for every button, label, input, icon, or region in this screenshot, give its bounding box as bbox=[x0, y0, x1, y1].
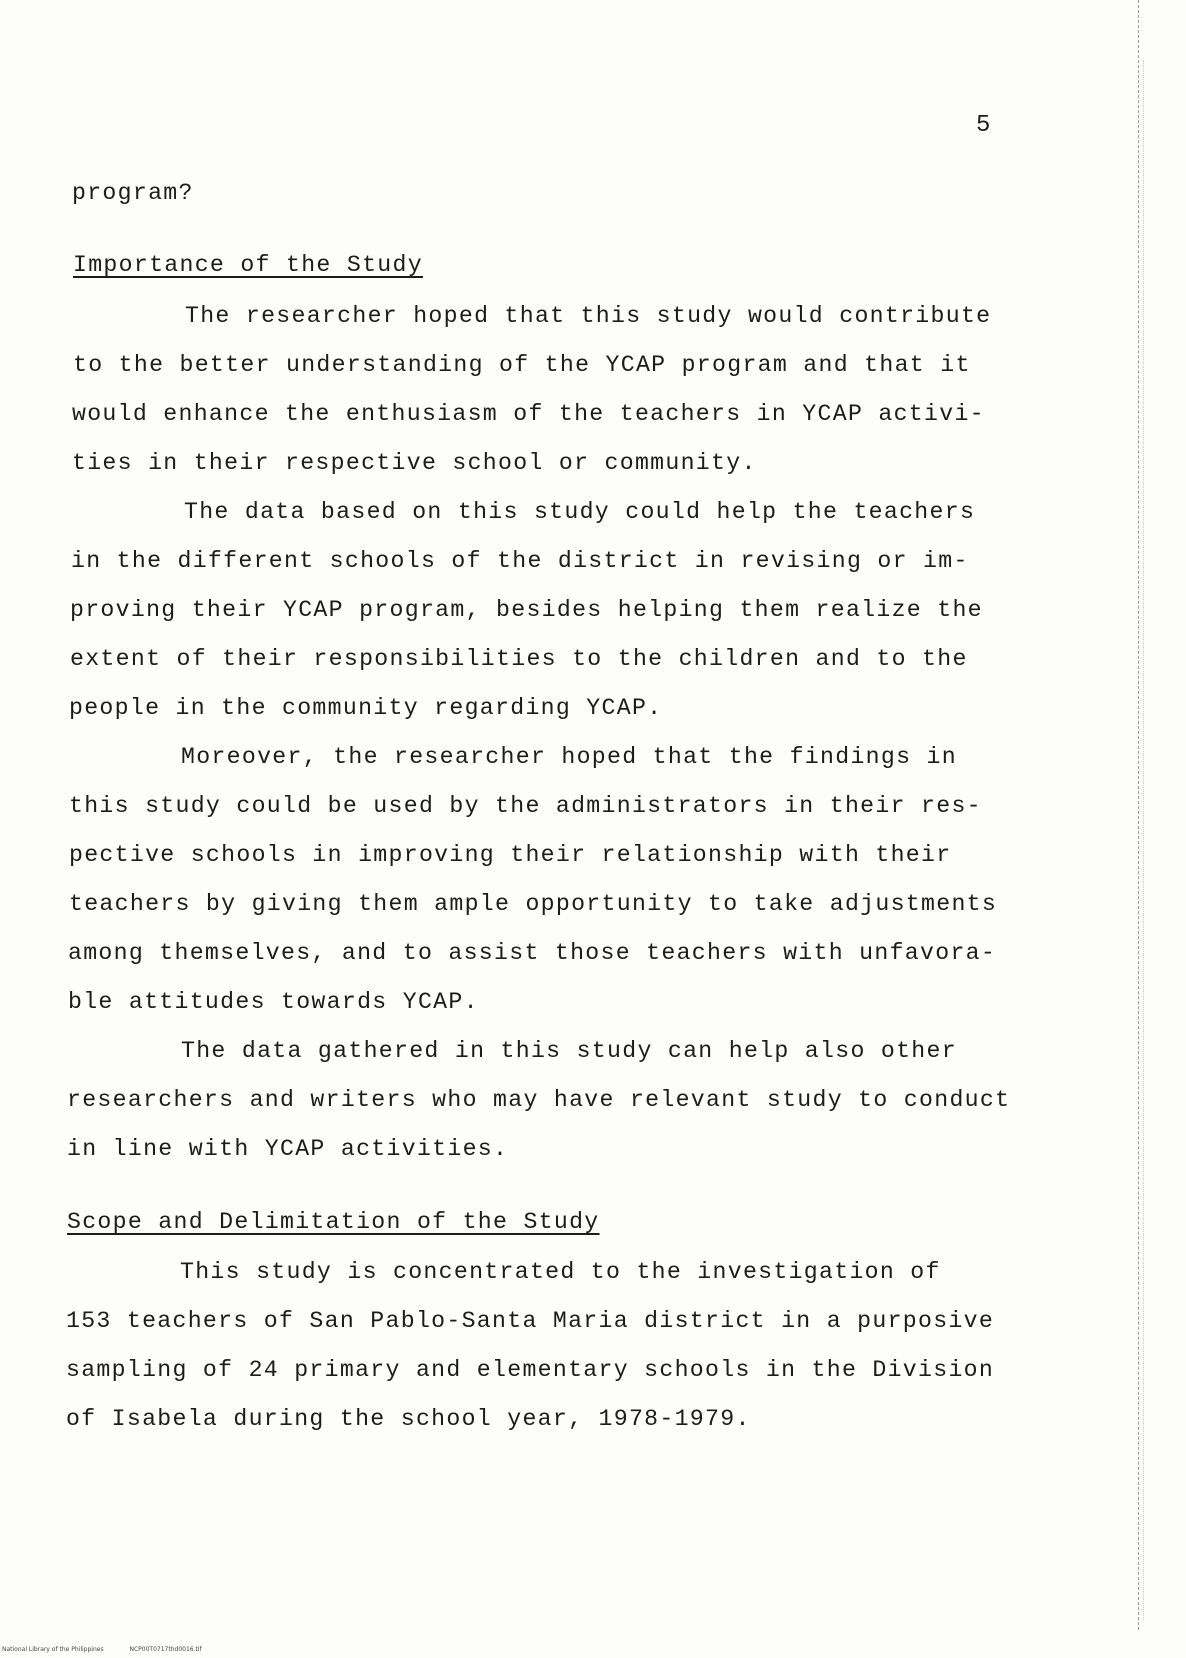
text-line: The data gathered in this study can help also other bbox=[181, 1038, 957, 1064]
text-line: this study could be used by the administrators in their res- bbox=[69, 793, 982, 819]
text-line: in the different schools of the district in revising or im- bbox=[71, 548, 969, 574]
text-line: of Isabela during the school year, 1978-1979. bbox=[66, 1406, 751, 1432]
text-line: The researcher hoped that this study would contribute bbox=[185, 303, 992, 329]
text-line: pective schools in improving their relationship with their bbox=[69, 842, 952, 868]
section-heading-scope: Scope and Delimitation of the Study bbox=[67, 1209, 600, 1235]
scan-edge-line bbox=[1138, 0, 1139, 1630]
text-line: The data based on this study could help the teachers bbox=[184, 499, 976, 525]
text-line: among themselves, and to assist those teachers with unfavora- bbox=[68, 940, 997, 966]
text-line: teachers by giving them ample opportunity to take adjustments bbox=[69, 891, 998, 917]
text-line: in line with YCAP activities. bbox=[67, 1136, 509, 1162]
footer-library: National Library of the Philippines bbox=[2, 1646, 104, 1653]
text-line: This study is concentrated to the investigation of bbox=[180, 1259, 941, 1285]
text-line: researchers and writers who may have relevant study to conduct bbox=[67, 1087, 1011, 1113]
footer-file-id: NCP00T0717thd0016.tif bbox=[129, 1646, 202, 1653]
text-line: would enhance the enthusiasm of the teachers in YCAP activi- bbox=[72, 401, 985, 427]
text-line: Moreover, the researcher hoped that the findings in bbox=[181, 744, 957, 770]
text-line: proving their YCAP program, besides helping them realize the bbox=[70, 597, 983, 623]
section-heading-importance: Importance of the Study bbox=[73, 252, 423, 278]
text-line: to the better understanding of the YCAP program and that it bbox=[73, 352, 971, 378]
text-line: ties in their respective school or community. bbox=[72, 450, 757, 476]
scan-footer bbox=[2, 1646, 226, 1653]
page-number: 5 bbox=[976, 112, 992, 139]
text-line: people in the community regarding YCAP. bbox=[69, 695, 663, 721]
text-line: 153 teachers of San Pablo-Santa Maria district in a purposive bbox=[66, 1308, 995, 1334]
text-line: extent of their responsibilities to the children and to the bbox=[70, 646, 968, 672]
text-line: program? bbox=[72, 180, 194, 206]
scan-edge-line-secondary bbox=[1143, 60, 1144, 1620]
text-line: ble attitudes towards YCAP. bbox=[68, 989, 479, 1015]
text-line: sampling of 24 primary and elementary schools in the Division bbox=[66, 1357, 995, 1383]
